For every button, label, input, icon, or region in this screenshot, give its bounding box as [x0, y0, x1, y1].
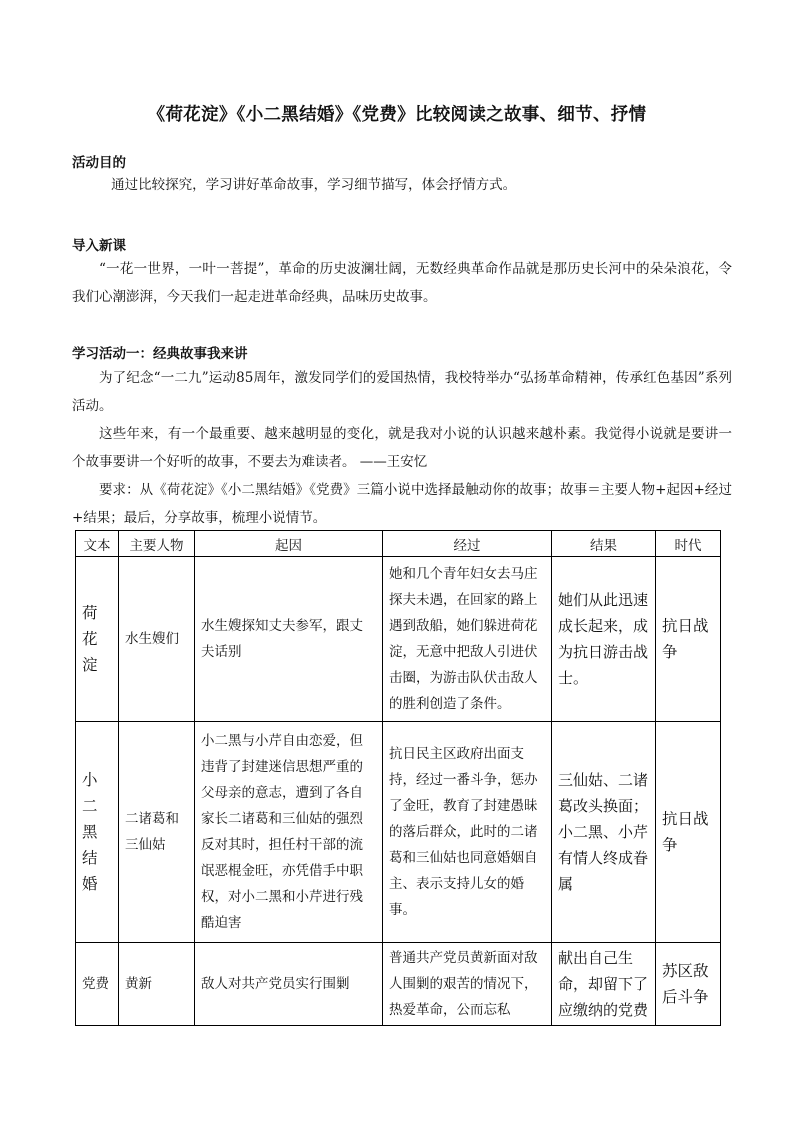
purpose-text: 通过比较探究，学习讲好革命故事，学习细节描写，体会抒情方式。	[111, 177, 517, 193]
activity1-paragraph-1: 为了纪念“一二九”运动85周年，激发同学们的爱国热情，我校特举办“弘扬革命精神，传承红色基因”系列活动。	[72, 370, 732, 414]
table-row	[76, 943, 721, 1026]
section-heading-activity1: 学习活动一：经典故事我来讲	[72, 346, 248, 362]
cell-text: 小二黑结婚	[76, 722, 119, 943]
cell-characters: 水生嫂们	[119, 557, 195, 722]
cell-cause: 水生嫂探知丈夫参军，跟丈夫话别	[195, 557, 383, 722]
cell-era: 抗日战争	[656, 722, 721, 943]
table-header-row	[76, 531, 721, 557]
cell-result: 献出自己生命，却留下了应缴纳的党费	[552, 943, 656, 1026]
cell-era: 抗日战争	[656, 557, 721, 722]
cell-text: 党费	[76, 943, 119, 1026]
cell-era: 苏区敌后斗争	[656, 943, 721, 1026]
section-heading-purpose: 活动目的	[72, 155, 126, 171]
cell-characters: 黄新	[119, 943, 195, 1026]
table-header-cell: 文本	[76, 531, 119, 557]
activity1-paragraph-3: 要求：从《荷花淀》《小二黑结婚》《党费》三篇小说中选择最触动你的故事；故事＝主要人物+起因+经过+结果；最后，分享故事，梳理小说情节。	[72, 482, 732, 526]
cell-result: 她们从此迅速成长起来，成为抗日游击战士。	[552, 557, 656, 722]
table-header-cell: 起因	[195, 531, 383, 557]
cell-result: 三仙姑、二诸葛改头换面；小二黑、小芹有情人终成眷属	[552, 722, 656, 943]
cell-process: 抗日民主区政府出面支持，经过一番斗争，惩办了金旺，教育了封建愚昧的落后群众，此时的二诸葛和三仙姑也同意婚姻自主、表示支持儿女的婚事。	[383, 722, 552, 943]
cell-process: 她和几个青年妇女去马庄探夫未遇，在回家的路上遇到敌船，她们躲进荷花淀，无意中把敌人引进伏击圈，为游击队伏击敌人的胜利创造了条件。	[383, 557, 552, 722]
story-table	[75, 530, 721, 1026]
page-title: 《荷花淀》《小二黑结婚》《党费》比较阅读之故事、细节、抒情	[147, 105, 647, 125]
cell-process: 普通共产党员黄新面对敌人围剿的艰苦的情况下，热爱革命，公而忘私	[383, 943, 552, 1026]
table-header-cell: 经过	[383, 531, 552, 557]
cell-characters: 二诸葛和三仙姑	[119, 722, 195, 943]
cell-cause: 小二黑与小芹自由恋爱，但违背了封建迷信思想严重的父母亲的意志，遭到了各自家长二诸葛和三仙姑的强烈反对其时，担任村干部的流氓恶棍金旺，亦凭借手中职权，对小二黑和小芹进行残酷迫害	[195, 722, 383, 943]
activity1-paragraph-2: 这些年来，有一个最重要、越来越明显的变化，就是我对小说的认识越来越朴素。我觉得小说就是要讲一个故事要讲一个好听的故事，不要去为难读者。 ——王安忆	[72, 426, 732, 470]
table-row	[76, 557, 721, 722]
section-heading-intro: 导入新课	[72, 238, 126, 254]
table-header-cell: 时代	[656, 531, 721, 557]
table-row	[76, 722, 721, 943]
table-header-cell: 主要人物	[119, 531, 195, 557]
cell-text: 荷花淀	[76, 557, 119, 722]
table-header-cell: 结果	[552, 531, 656, 557]
cell-cause: 敌人对共产党员实行围剿	[195, 943, 383, 1026]
intro-text: “一花一世界，一叶一菩提”，革命的历史波澜壮阔，无数经典革命作品就是那历史长河中的朵朵浪花，令我们心潮澎湃，今天我们一起走进革命经典，品味历史故事。	[72, 261, 732, 305]
